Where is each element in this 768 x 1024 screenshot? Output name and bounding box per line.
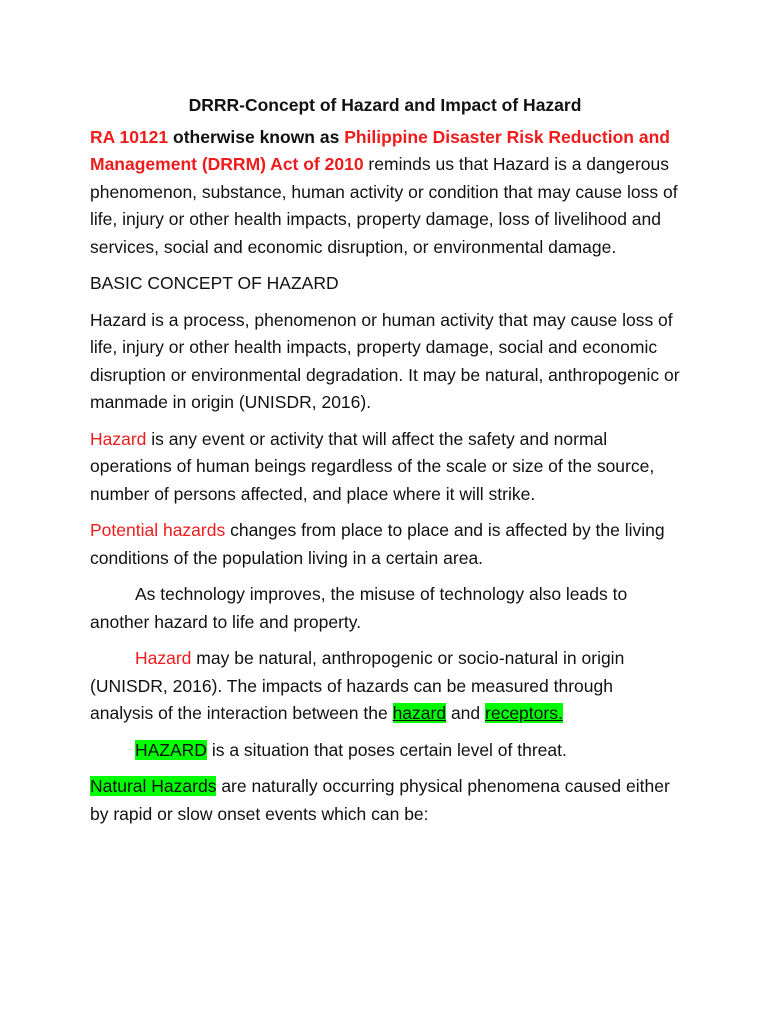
paragraph-ra-10121 xyxy=(90,124,680,262)
section-heading: BASIC CONCEPT OF HAZARD xyxy=(90,273,339,293)
otherwise-known-as: otherwise known as xyxy=(168,126,345,147)
document-page xyxy=(90,92,680,837)
paragraph-hazard-situation xyxy=(90,737,680,765)
paragraph-and: and xyxy=(446,703,486,723)
document-title: DRRR-Concept of Hazard and Impact of Hazard xyxy=(188,95,582,115)
paragraph-technology: As technology improves, the misuse of technology also leads to another hazard to life and property. xyxy=(90,584,628,632)
paragraph-hazard-event-text: is any event or activity that will affect the safety and normal operations of human beings regardless of the scale or size of the source, number of persons affected, and place where it will strike. xyxy=(90,428,655,504)
paragraph-hazard-situation-text: is a situation that poses certain level of threat. xyxy=(206,739,567,760)
paragraph-hazard-event xyxy=(90,426,680,509)
highlight-hazard-caps: HAZARD xyxy=(135,739,207,760)
paragraph-hazard-origin xyxy=(90,645,680,728)
paragraph-potential-hazards-text: changes from place to place and is affected by the living conditions of the population living in a certain area. xyxy=(90,520,665,568)
term-hazard: Hazard xyxy=(90,428,147,449)
term-hazard-origin: Hazard xyxy=(135,648,192,668)
highlight-hazard: hazard xyxy=(392,703,447,723)
highlight-natural-hazards: Natural Hazards xyxy=(90,776,217,796)
paragraph-potential-hazards xyxy=(90,517,680,572)
act-name: Philippine Disaster Risk Reduction and Management (DRRM) Act of 2010 xyxy=(90,126,670,174)
paragraph-hazard-origin-text: may be natural, anthropogenic or socio-natural in origin (UNISDR, 2016). The impacts of hazards can be measured through analysis of the interaction between the xyxy=(90,648,625,723)
paragraph-natural-hazards xyxy=(90,773,680,828)
ra-number: RA 10121 xyxy=(90,126,169,147)
paragraph-hazard-definition: Hazard is a process, phenomenon or human activity that may cause loss of life, injury or other health impacts, property damage, social and economic disruption or environmental degradation. It may be natural, anthropogenic or manmade in origin (UNISDR, 2016). xyxy=(90,309,680,412)
paragraph-ra-text: reminds us that Hazard is a dangerous phenomenon, substance, human activity or condition that may cause loss of life, injury or other health impacts, property damage, loss of livelihood and services, social and economic disruption, or environmental damage. xyxy=(90,154,678,257)
paragraph-natural-hazards-text: are naturally occurring physical phenomena caused either by rapid or slow onset events which can be: xyxy=(90,776,670,824)
term-potential-hazards: Potential hazards xyxy=(90,520,226,540)
highlight-receptors: receptors. xyxy=(485,703,563,723)
